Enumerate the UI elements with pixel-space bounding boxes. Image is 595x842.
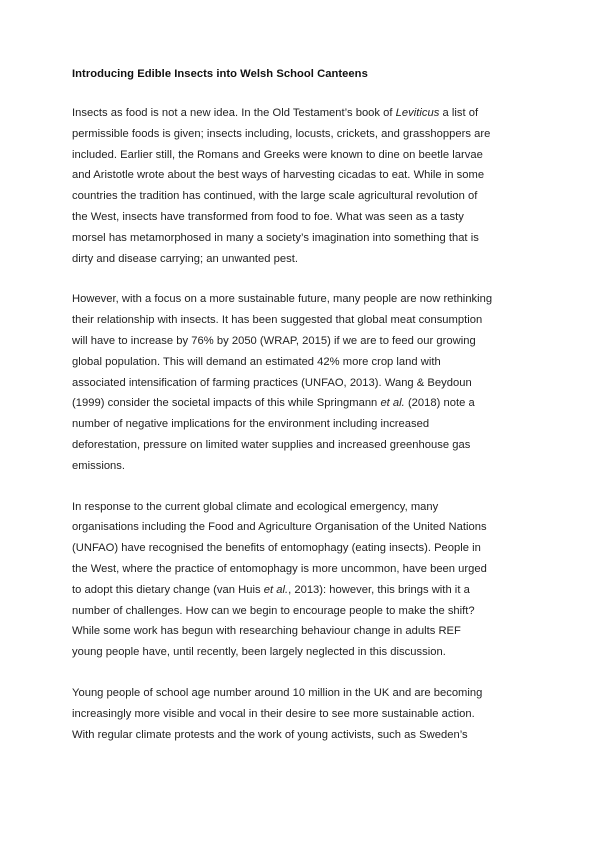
text-run: organisations including the Food and Agriculture Organisation of the United Nations	[72, 521, 487, 534]
paragraph	[72, 103, 532, 269]
text-run: countries the tradition has continued, with the large scale agricultural revolution of	[72, 190, 478, 203]
paragraph	[72, 289, 532, 476]
text-line	[72, 517, 532, 538]
text-line	[72, 289, 532, 310]
text-line	[72, 186, 532, 207]
text-line	[72, 538, 532, 559]
text-line	[72, 456, 532, 477]
text-line	[72, 580, 532, 601]
text-line	[72, 124, 532, 145]
text-run: Young people of school age number around 10 million in the UK and are becoming	[72, 686, 483, 699]
text-line	[72, 331, 532, 352]
text-line	[72, 559, 532, 580]
text-run: (UNFAO) have recognised the benefits of entomophagy (eating insects). People in	[72, 542, 481, 555]
text-line	[72, 725, 532, 746]
text-run: deforestation, pressure on limited water supplies and increased greenhouse gas	[72, 438, 471, 451]
text-line	[72, 228, 532, 249]
text-run: will have to increase by 76% by 2050 (WRAP, 2015) if we are to feed our growing	[72, 334, 476, 347]
text-line	[72, 249, 532, 270]
text-line	[72, 414, 532, 435]
text-run: their relationship with insects. It has been suggested that global meat consumption	[72, 314, 483, 327]
text-run: (1999) consider the societal impacts of this while Springmann	[72, 397, 381, 410]
paragraph	[72, 683, 532, 745]
text-line	[72, 310, 532, 331]
text-run: While some work has begun with researching behaviour change in adults REF	[72, 625, 461, 638]
text-run: emissions.	[72, 459, 126, 472]
text-run: the West, where the practice of entomophagy is more uncommon, have been urged	[72, 562, 487, 575]
text-line	[72, 621, 532, 642]
text-run: the West, insects have transformed from food to foe. What was seen as a tasty	[72, 210, 464, 223]
text-line	[72, 435, 532, 456]
text-line	[72, 352, 532, 373]
paragraph	[72, 497, 532, 663]
text-run: and Aristotle wrote about the best ways of harvesting cicadas to eat. While in some	[72, 169, 485, 182]
text-run: Insects as food is not a new idea. In the Old Testament’s book of	[72, 107, 396, 119]
text-run: number of challenges. How can we begin to encourage people to make the shift?	[72, 604, 475, 617]
document-page	[72, 66, 532, 765]
document-body	[72, 103, 532, 745]
text-line	[72, 207, 532, 228]
text-line	[72, 704, 532, 725]
text-line	[72, 601, 532, 622]
text-run: to adopt this dietary change (van Huis	[72, 583, 264, 596]
document-title: Introducing Edible Insects into Welsh School Canteens	[72, 68, 368, 80]
text-line	[72, 683, 532, 704]
text-run: increasingly more visible and vocal in their desire to see more sustainable action.	[72, 707, 475, 720]
text-run: number of negative implications for the environment including increased	[72, 418, 430, 431]
text-run: permissible foods is given; insects including, locusts, crickets, and grasshoppers are	[72, 127, 491, 140]
text-run: morsel has metamorphosed in many a society’s imagination into something that is	[72, 231, 479, 244]
text-run: (2018) note a	[404, 397, 475, 410]
text-line	[72, 145, 532, 166]
text-line	[72, 165, 532, 186]
text-run: associated intensification of farming practices (UNFAO, 2013). Wang & Beydoun	[72, 376, 472, 389]
italic-text: et al.	[263, 583, 289, 596]
text-run: , 2013): however, this brings with it a	[288, 583, 470, 596]
italic-text: Leviticus	[395, 107, 440, 119]
text-line	[72, 373, 532, 394]
text-run: With regular climate protests and the work of young activists, such as Sweden’s	[72, 728, 468, 741]
text-line	[72, 103, 532, 124]
italic-text: et al.	[380, 397, 405, 410]
text-run: a list of	[439, 107, 479, 119]
text-run: included. Earlier still, the Romans and Greeks were known to dine on beetle larvae	[72, 148, 483, 161]
text-run: global population. This will demand an estimated 42% more crop land with	[72, 355, 441, 368]
text-run: dirty and disease carrying; an unwanted pest.	[72, 252, 299, 265]
text-line	[72, 393, 532, 414]
text-line	[72, 497, 532, 518]
text-run: young people have, until recently, been largely neglected in this discussion.	[72, 646, 446, 659]
text-run: However, with a focus on a more sustainable future, many people are now rethinking	[72, 293, 493, 306]
text-line	[72, 642, 532, 663]
text-run: In response to the current global climate and ecological emergency, many	[72, 500, 439, 513]
